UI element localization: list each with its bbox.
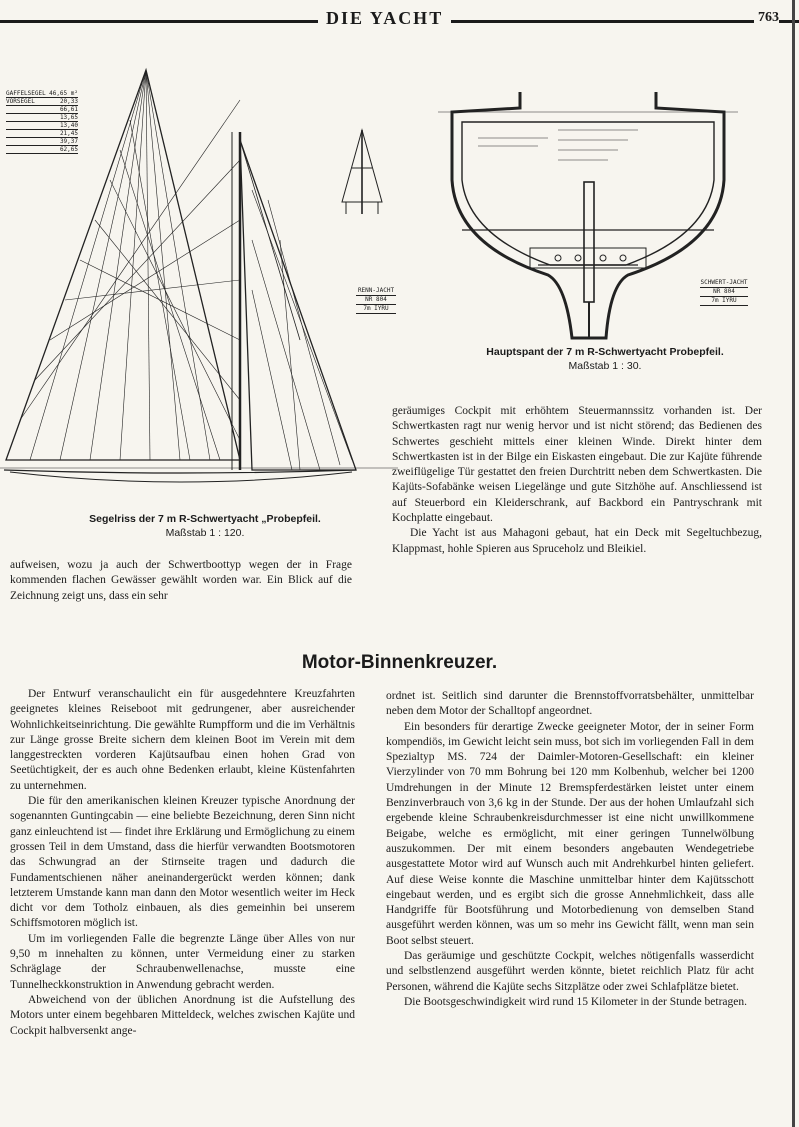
- caption-scale: Maßstab 1 : 120.: [165, 527, 245, 539]
- paragraph: Die Bootsgeschwindigkeit wird rund 15 Kilometer in der Stunde betragen.: [404, 995, 748, 1008]
- table-row: 39,37: [6, 138, 78, 146]
- sail-plan-caption: [40, 513, 370, 539]
- article-continuation-right: [392, 404, 762, 557]
- caption-title: Segelriss der 7 m R-Schwertyacht „Probepfeil.: [89, 513, 321, 525]
- midship-section-drawing: [438, 70, 738, 345]
- paragraph: Abweichend von der üblichen Anordnung ist die Aufstellung des Motors unter einem begehbaren Mitteldeck, welches zwischen Kajüte und Cockpit halbversenkt ange-: [10, 993, 355, 1037]
- table-row: 13,40: [6, 122, 78, 130]
- table-row: 13,65: [6, 114, 78, 122]
- paragraph: Das geräumige und geschützte Cockpit, welches nötigenfalls wasserdicht und selbstlenzend ausgeführt werden könnte, bietet reichlich Platz für acht Personen, während die Kajüte sechs Sitzplätze oder zwei Schlafplätze bietet.: [386, 950, 754, 993]
- table-row: VORSEGEL 20,33: [6, 98, 78, 105]
- sail-plan-stamp: RENN-JACHT NR 804 7m IYRU: [357, 287, 395, 312]
- caption-title: Hauptspant der 7 m R-Schwertyacht Probepfeil.: [486, 346, 724, 358]
- paragraph: ordnet ist. Seitlich sind darunter die Brennstoffvorratsbehälter, unmittelbar neben dem Motor der Schalltopf angeordnet.: [386, 690, 754, 718]
- table-row: GAFFELSEGEL 46,65 m²: [6, 90, 78, 97]
- paragraph: aufweisen, wozu ja auch der Schwertboottyp wegen der in Frage kommenden flachen Gewässer gewählt worden war. Ein Blick auf die Zeichnung zeigt uns, dass ein sehr: [10, 559, 352, 602]
- paragraph: Um im vorliegenden Falle die begrenzte Länge über Alles von nur 9,50 m innehalten zu können, unter Vermeidung einer zu starken Schräglage der Schraubenwellenachse, musste eine Tunnelheckkonstruktion in Anwendung gebracht werden.: [10, 932, 355, 991]
- section-title: Motor-Binnenkreuzer.: [301, 652, 498, 673]
- midship-stamp: SCHWERT-JACHT NR 804 7m IYRU: [700, 279, 748, 304]
- paragraph: geräumiges Cockpit mit erhöhtem Steuermannssitz vorhanden ist. Der Schwertkasten ragt nur wenig hervor und ist nicht störend; das Bedienen des Schwertes geschieht mittels einer kleinen Winde. Direkt hinter dem Schwertkasten ist in der Bilge ein Eiskasten eingebaut. Die zur Kajüte führende zweiflügelige Tür gestattet den freien Durchtritt neben dem Schwertkasten. Die Kajüts-Sofabänke weisen Liegelänge und gute Sitzhöhe auf. Anschliessend ist auf Steuerbord ein Kleiderschrank, auf Backbord ein Pantryschrank mit Kochplatte eingebaut.: [392, 405, 762, 525]
- sail-dimension-table: [6, 90, 78, 154]
- paragraph: Die Yacht ist aus Mahagoni gebaut, hat ein Deck mit Segeltuchbezug, Klappmast, hohle Spieren aus Spruceholz und Bleikiel.: [392, 527, 762, 555]
- running-header: [0, 6, 799, 32]
- left-column: [10, 687, 355, 1039]
- article-continuation-left: [10, 558, 352, 604]
- page-edge-shadow: [792, 0, 795, 1127]
- caption-scale: Maßstab 1 : 30.: [568, 360, 642, 372]
- midship-caption: [440, 346, 770, 372]
- paragraph: Die für den amerikanischen kleinen Kreuzer typische Anordnung der sogenannten Guntingcabin — eine beliebte Bezeichnung, deren Sinn nicht ganz einleuchtend ist — findet ihre Erklärung und Ermöglichung zu einem grossen Teil in dem Umstand, dass die hierfür verwandten Bootsmotoren das Schwungrad an der Stirnseite tragen und dadurch die Fundamentschienen näher aneinandergerückt werden können; dank letzterem Umstande kann man dann den Motor wesentlich weiter im Heck dicht vor dem Totholz einbauen, als dies gemeinhin bei unserem Schiffsmotoren möglich ist.: [10, 795, 355, 930]
- right-column: [386, 689, 754, 1010]
- table-row: 62,65: [6, 146, 78, 154]
- page-number: 763: [754, 10, 779, 26]
- journal-title: DIE YACHT: [318, 8, 451, 29]
- mast-detail-drawing: [336, 128, 388, 216]
- table-row: 21,45: [6, 130, 78, 138]
- paragraph: Der Entwurf veranschaulicht ein für ausgedehntere Kreuzfahrten geeignetes kleines Reiseboot mit gedrungener, aber ausreichender Wohnlichkeitseinrichtung. Die gewählte Rumpfform und die im Verhältnis zur Länge grosse Breite sichern dem kleinen Boot im Verein mit dem langgestreckten vorderen Kajütsaufbau einen hohen Grad von Seetüchtigkeit, der es auch ohne Bedenken erlaubt, kleine Küstenfahrten zu unternehmen.: [10, 688, 355, 792]
- paragraph: Ein besonders für derartige Zwecke geeigneter Motor, der in seiner Form kompendiös, im Gewicht leicht sein muss, bot sich im vorliegenden Fall in dem Spezialtyp MS. 724 der Daimler-Motoren-Gesellschaft: ein kleiner Vierzylinder von 70 mm Bohrung bei 120 mm Kolbenhub, welcher bei 1200 Umdrehungen in der Minute 12 Bremspferdestärken leistet unter einem Benzinverbrauch von 3,6 kg in der Stunde. Der aus der hohen Umlaufzahl sich ergebende kleine Schraubenkreisdurchmesser ist eine nicht unwillkommene Beigabe, welche es ermöglicht, mit einer geringen Tunnelwölbung auszukommen. Der mit einem besonders angebauten Wendegetriebe ausgestattete Motor wird auf Wunsch auch mit Andrehkurbel hinten geliefert. Auf diese Weise konnte die Maschine unmittelbar hinter dem Kajütsschott eingebaut werden, und es ergibt sich die grosse Annehmlichkeit, dass alle Handgriffe für Bootsführung und Motorbedienung von demselben Stand ausgeführt werden können, was um so mehr ins Gewicht fällt, wenn man sein Boot selbst steuert.: [386, 720, 754, 947]
- table-row: 66,61: [6, 106, 78, 114]
